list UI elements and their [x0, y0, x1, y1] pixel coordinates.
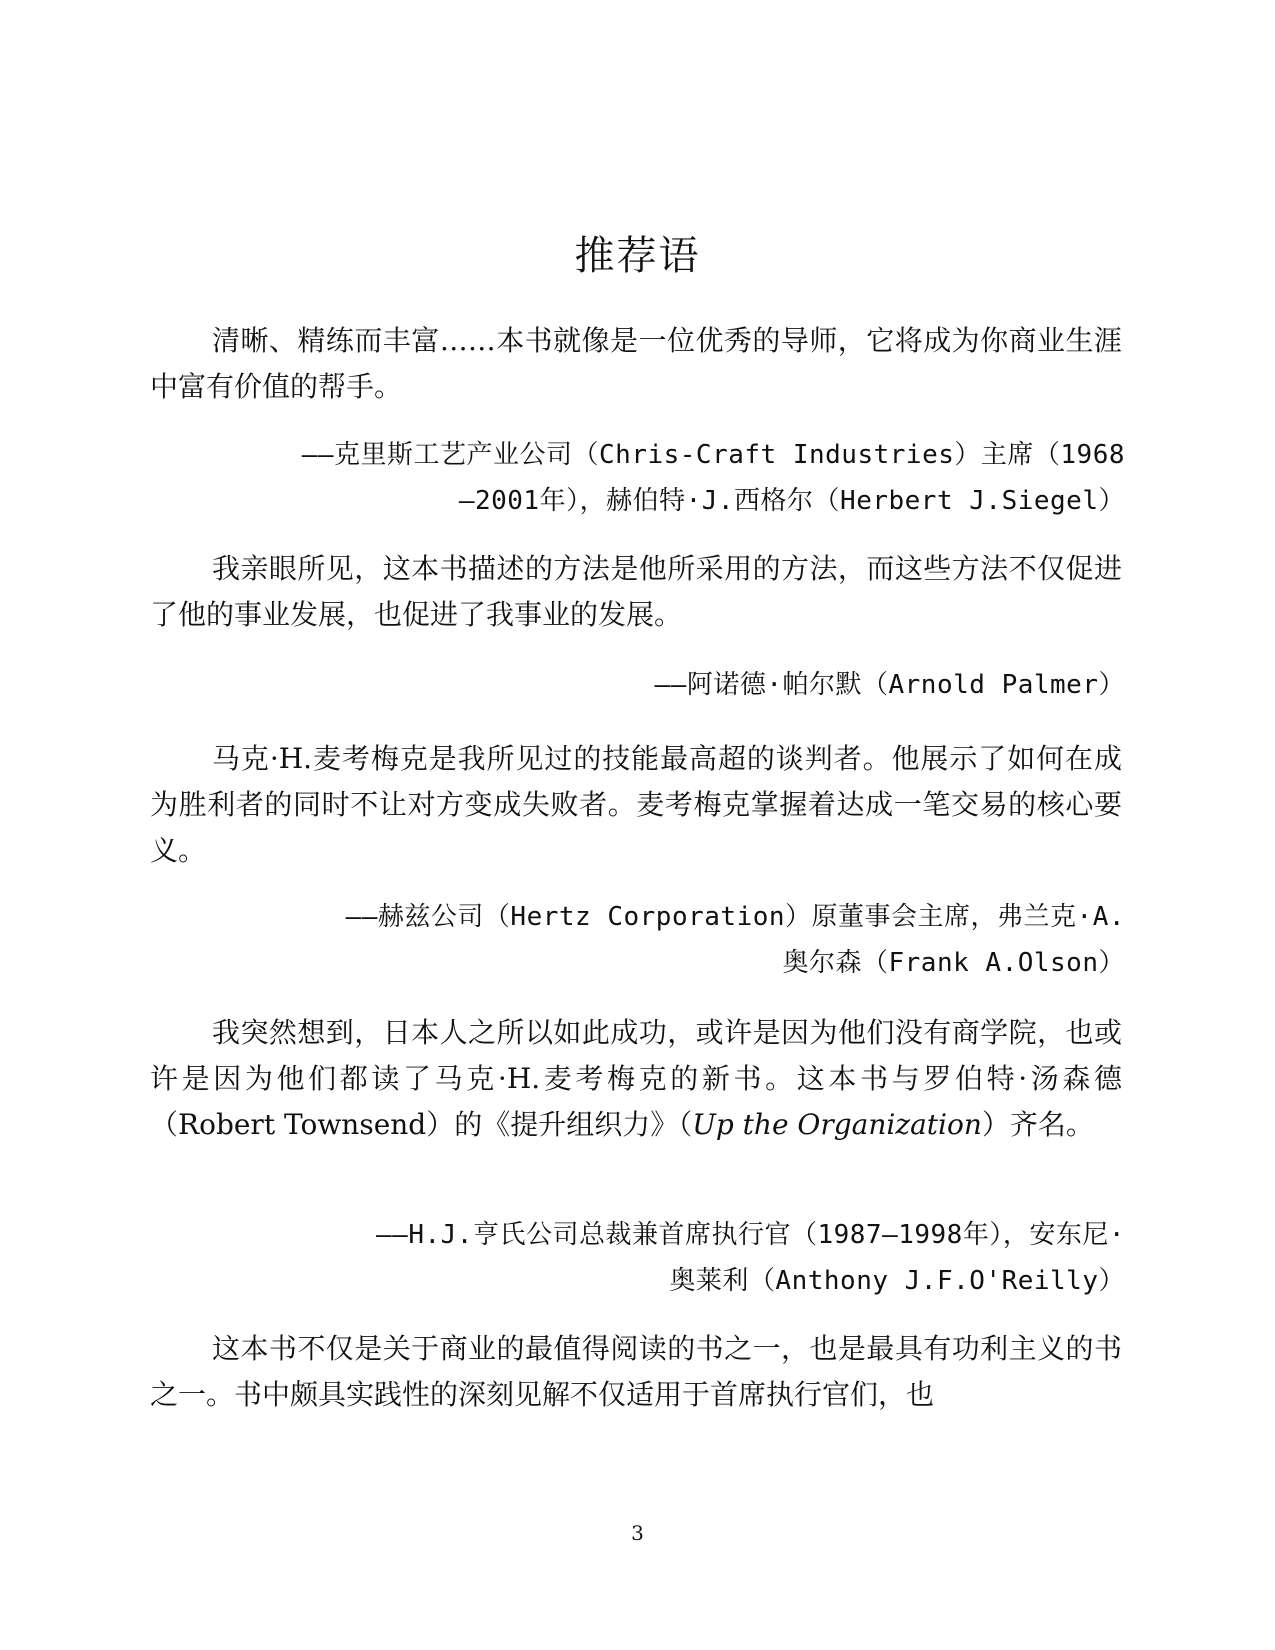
- endorsement-attribution: [655, 662, 1125, 708]
- endorsement-attribution: [302, 432, 1125, 524]
- attribution-line: ——赫兹公司（Hertz Corporation）原董事会主席，弗兰克·A.: [345, 902, 1125, 932]
- endorsement-paragraph: 这本书不仅是关于商业的最值得阅读的书之一，也是最具有功利主义的书之一。书中颇具实践性的深刻见解不仅适用于首席执行官们，也: [150, 1332, 1122, 1411]
- attribution-line: ——H.J.亨氏公司总裁兼首席执行官（1987—1998年），安东尼·: [376, 1220, 1125, 1250]
- attribution-line: ——阿诺德·帕尔默（Arnold Palmer）: [654, 670, 1125, 700]
- endorsement-attribution: [346, 894, 1125, 986]
- attribution-line: 奥尔森（Frank A.Olson）: [782, 948, 1125, 978]
- endorsement-paragraph: [150, 1010, 1122, 1148]
- page-number: 3: [631, 1521, 644, 1545]
- book-title-italic: Up the Organization: [692, 1108, 982, 1141]
- endorsement-paragraph: 我亲眼所见，这本书描述的方法是他所采用的方法，而这些方法不仅促进了他的事业发展，也促进了我事业的发展。: [150, 552, 1122, 631]
- paragraph-text: 我突然想到，日本人之所以如此成功，或许是因为他们没有商学院，也或许是因为他们都读了马克·H.麦考梅克的新书。这本书与罗伯特·汤森德（Robert Townsend）的《提升组织力》（: [150, 1016, 1122, 1141]
- attribution-line: ——克里斯工艺产业公司（Chris-Craft Industries）主席（1968: [301, 440, 1125, 470]
- attribution-line: —2001年），赫伯特·J.西格尔（Herbert J.Siegel）: [458, 486, 1125, 516]
- endorsement-paragraph: 马克·H.麦考梅克是我所见过的技能最高超的谈判者。他展示了如何在成为胜利者的同时不让对方变成失败者。麦考梅克掌握着达成一笔交易的核心要义。: [150, 742, 1122, 867]
- page-title: 推荐语: [574, 233, 701, 279]
- endorsement-paragraph: 清晰、精练而丰富……本书就像是一位优秀的导师，它将成为你商业生涯中富有价值的帮手。: [150, 324, 1122, 403]
- paragraph-text: ）齐名。: [981, 1108, 1094, 1141]
- attribution-line: 奥莱利（Anthony J.F.O'Reilly）: [669, 1266, 1125, 1296]
- endorsement-attribution: [376, 1212, 1125, 1304]
